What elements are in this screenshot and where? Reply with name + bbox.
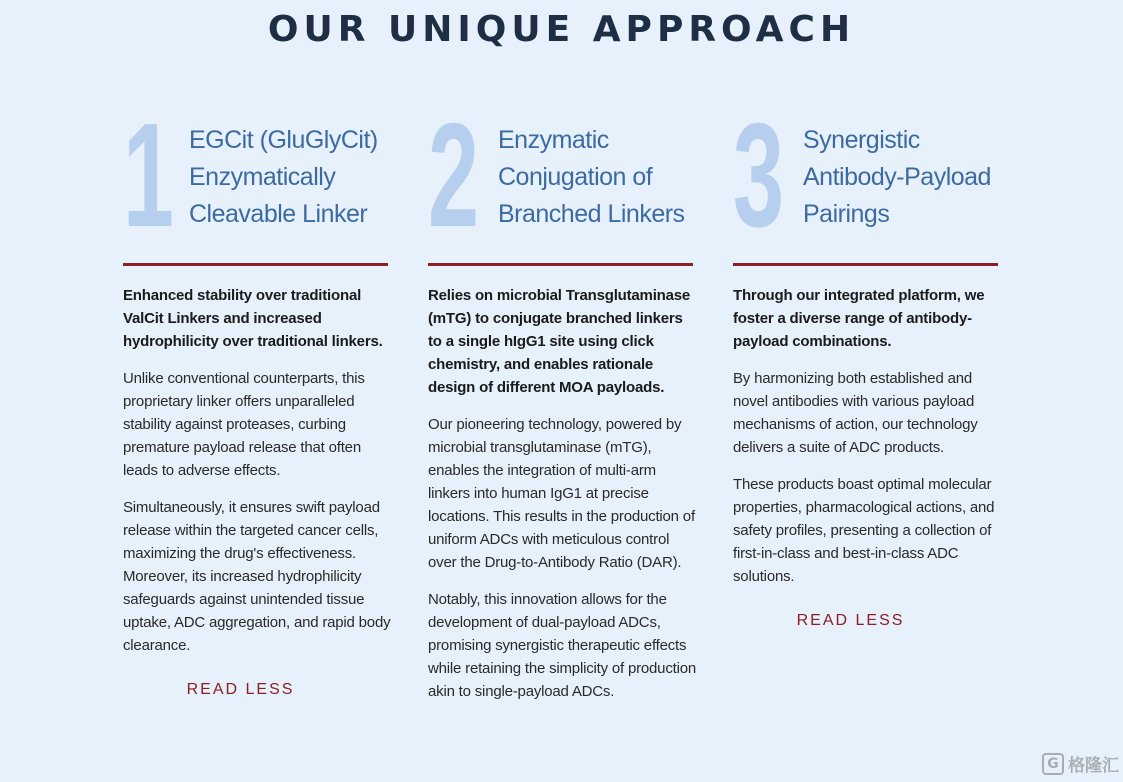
read-less-link[interactable]: READ LESS — [186, 681, 295, 698]
column-title — [498, 122, 708, 233]
column-header — [123, 93, 391, 262]
column-body — [428, 284, 696, 717]
approach-column-1 — [123, 93, 391, 698]
column-header — [733, 93, 1001, 262]
column-title-line: Pairings — [803, 200, 890, 228]
read-less-link[interactable]: READ LESS — [796, 612, 905, 629]
approach-column-3 — [733, 93, 1001, 629]
column-divider — [428, 263, 693, 266]
step-number: 3 — [733, 93, 785, 258]
approach-column-2 — [428, 93, 697, 700]
column-body — [123, 284, 391, 699]
step-number: 2 — [428, 93, 480, 258]
watermark-text: 格隆汇 — [1068, 756, 1119, 776]
column-title-line: Antibody-Payload — [803, 163, 991, 191]
column-paragraph: Simultaneously, it ensures swift payload release within the targeted cancer cells, maximizing the drug's effectiveness. Moreover, its increased hydrophilicity safeguards against unintended tissue uptake, ADC aggregation, and rapid body clearance. — [123, 499, 391, 654]
step-number: 1 — [123, 93, 175, 258]
column-lead: Relies on microbial Transglutaminase (mTG) to conjugate branched linkers to a single hIgG1 site using click chemistry, and enables rationale design of different MOA payloads. — [428, 287, 691, 396]
watermark — [1042, 751, 1119, 776]
column-paragraph: Notably, this innovation allows for the development of dual-payload ADCs, promising synergistic therapeutic effects while retaining the simplicity of production akin to single-payload ADCs. — [428, 591, 697, 700]
column-title-line: Enzymatically — [189, 163, 336, 191]
column-body — [733, 284, 1001, 630]
column-header — [428, 93, 696, 262]
column-divider — [733, 263, 998, 266]
column-title-line: Cleavable Linker — [189, 200, 368, 228]
column-paragraph: Unlike conventional counterparts, this proprietary linker offers unparalleled stability against proteases, curbing premature payload release that often leads to adverse effects. — [123, 370, 365, 479]
column-title-line: Conjugation of — [498, 163, 653, 191]
column-divider — [123, 263, 388, 266]
watermark-logo-icon: G — [1042, 753, 1064, 775]
column-title-line: Branched Linkers — [498, 200, 685, 228]
column-title — [803, 122, 1013, 233]
column-paragraph: These products boast optimal molecular properties, pharmacological actions, and safety profiles, presenting a collection of first-in-class and best-in-class ADC solutions. — [733, 476, 995, 585]
column-lead: Enhanced stability over traditional ValCit Linkers and increased hydrophilicity over traditional linkers. — [123, 287, 383, 350]
column-title — [189, 122, 399, 233]
column-title-line: EGCit (GluGlyCit) — [189, 126, 378, 154]
column-lead: Through our integrated platform, we foster a diverse range of antibody-payload combinations. — [733, 287, 985, 350]
column-title-line: Synergistic — [803, 126, 920, 154]
column-paragraph: Our pioneering technology, powered by microbial transglutaminase (mTG), enables the integration of multi-arm linkers into human IgG1 at precise locations. This results in the production of uniform ADCs with meticulous control over the Drug-to-Antibody Ratio (DAR). — [428, 416, 695, 571]
page-title: OUR UNIQUE APPROACH — [267, 9, 856, 50]
column-title-line: Enzymatic — [498, 126, 609, 154]
column-paragraph: By harmonizing both established and novel antibodies with various payload mechanisms of action, our technology delivers a suite of ADC products. — [733, 370, 978, 456]
